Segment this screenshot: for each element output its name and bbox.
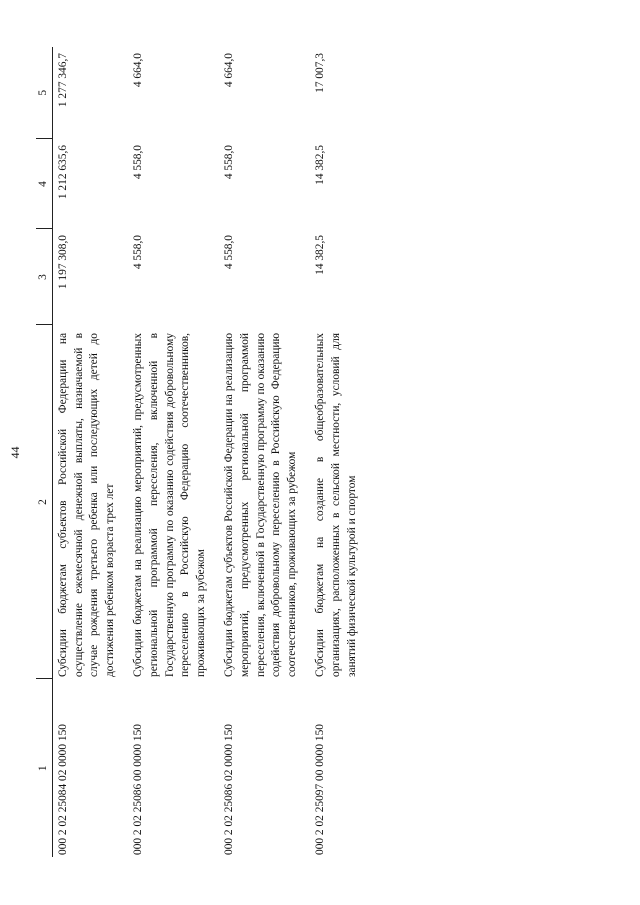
budget-code: 000 2 02 25084 02 0000 150: [57, 724, 69, 855]
budget-code: 000 2 02 25097 00 0000 150: [314, 724, 327, 855]
value-col-4: 4 558,0: [223, 145, 236, 180]
value-col-5: 4 664,0: [132, 53, 145, 88]
value-col-4: 1 212 635,6: [57, 145, 69, 200]
column-number-4: 4: [36, 139, 53, 229]
column-number-2: 2: [36, 325, 53, 679]
row-description: Субсидии бюджетам субъектов Российской Федерации на реализацию мероприятий, предусмотренных региональной программой переселения, включенной в Государственную программу по оказанию содействия добровольному переселению в Российскую Федерацию соотечественников, проживающих за рубежом: [223, 333, 298, 677]
table-row: [53, 47, 129, 857]
budget-code: 000 2 02 25086 00 0000 150: [132, 724, 145, 855]
table-row: [128, 47, 219, 857]
value-col-4: 14 382,5: [314, 145, 327, 185]
column-number-1: 1: [36, 679, 53, 857]
table-row: [219, 47, 310, 857]
budget-table: [36, 47, 370, 857]
row-description: Субсидии бюджетам на реализацию мероприятий, предусмотренных региональной программой переселения, включенной в Государственную программу по оказанию содействия добровольному переселению в Российскую Федерацию соотечественников, проживающих за рубежом: [132, 333, 207, 677]
value-col-3: 4 558,0: [223, 235, 236, 270]
page-number: 44: [8, 446, 22, 459]
column-number-header-row: [36, 47, 53, 857]
row-description: Субсидии бюджетам субъектов Российской Федерации на осуществление ежемесячной денежной выплаты, назначаемой в случае рождения третьего ребенка или последующих детей до достижения ребенком возраста трех лет: [57, 333, 116, 677]
value-col-3: 1 197 308,0: [57, 235, 69, 290]
column-number-3: 3: [36, 229, 53, 325]
value-col-5: 17 007,3: [314, 53, 327, 93]
value-col-5: 4 664,0: [223, 53, 236, 88]
value-col-4: 4 558,0: [132, 145, 145, 180]
column-number-5: 5: [36, 47, 53, 139]
value-col-5: 1 277 346,7: [57, 53, 69, 108]
table-row: [310, 47, 370, 857]
value-col-3: 4 558,0: [132, 235, 145, 270]
row-description: Субсидии бюджетам на создание в общеобразовательных организациях, расположенных в сельской местности, условий для занятий физической культурой и спортом: [314, 333, 358, 677]
value-col-3: 14 382,5: [314, 235, 327, 275]
budget-code: 000 2 02 25086 02 0000 150: [223, 724, 236, 855]
